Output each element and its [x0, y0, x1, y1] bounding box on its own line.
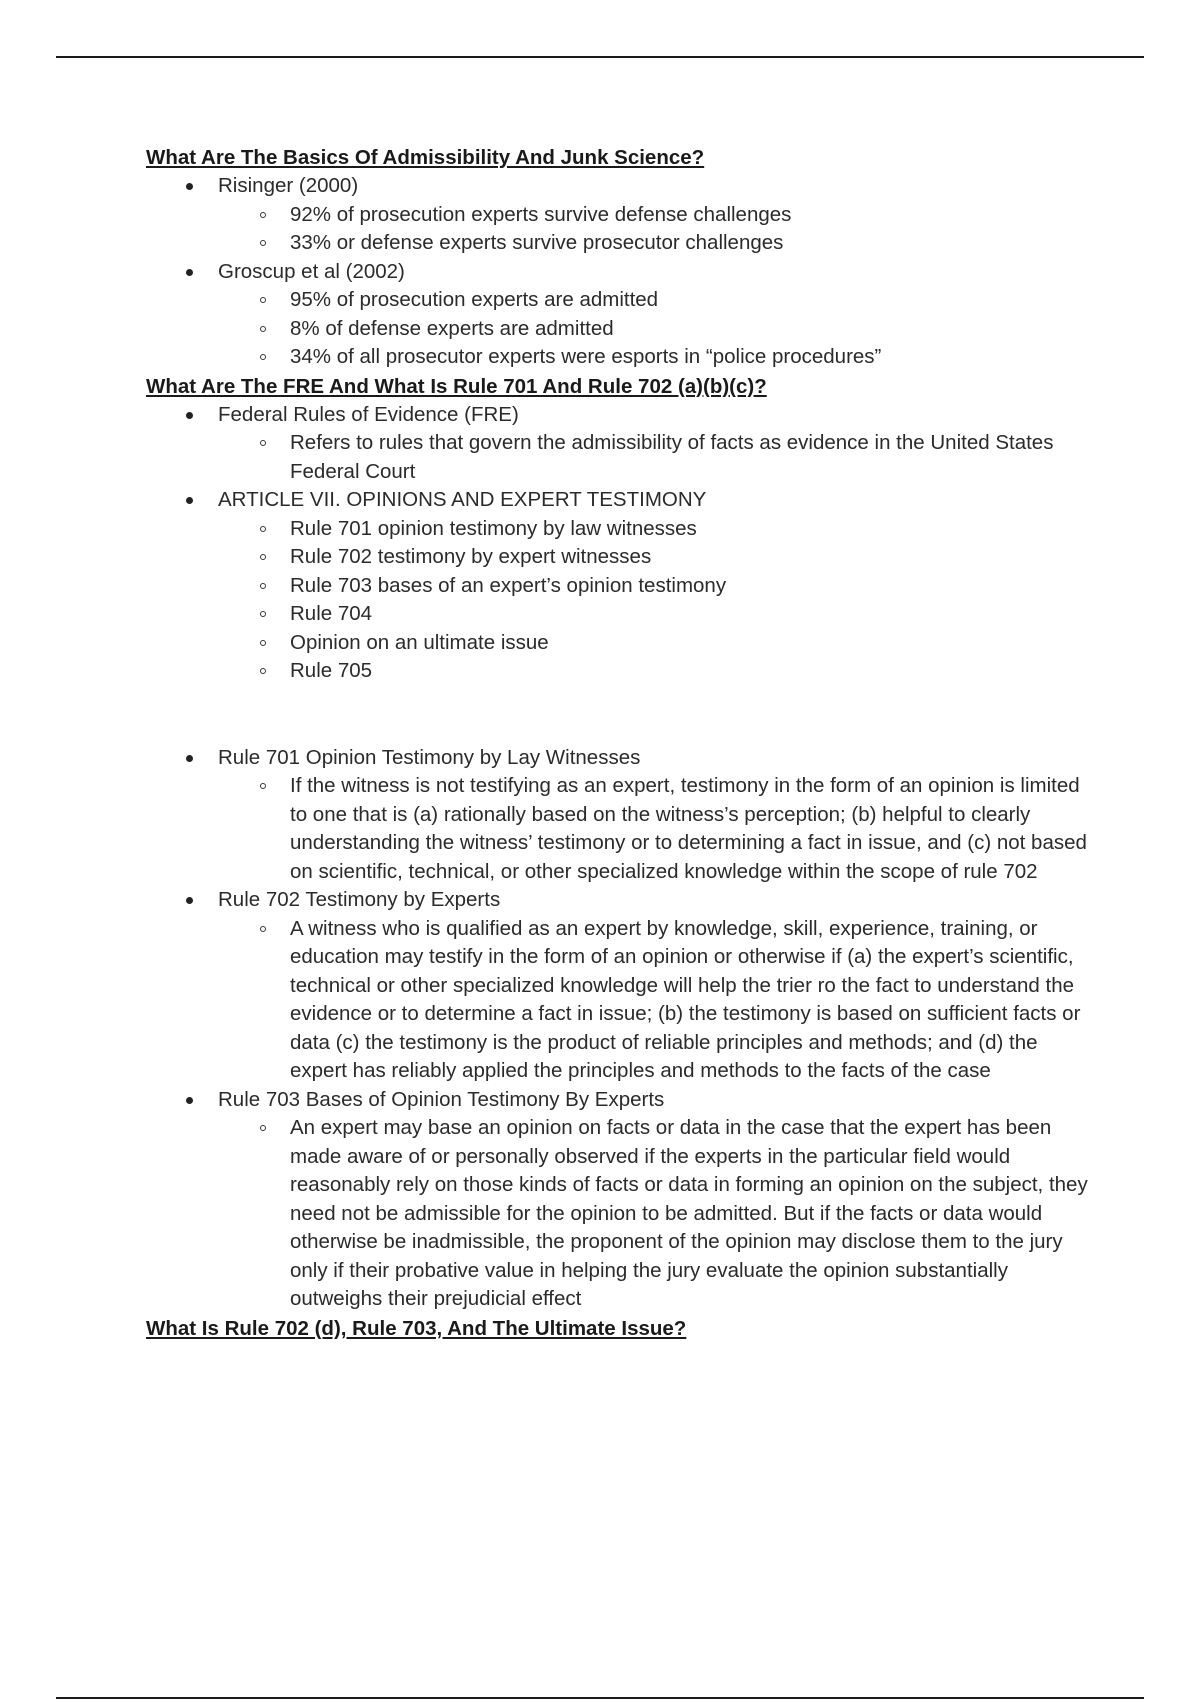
hollow-bullet-icon: [260, 611, 266, 617]
bullet-icon: [186, 1097, 193, 1104]
list-item: [218, 886, 1096, 1086]
bullet-icon: [186, 897, 193, 904]
sub-list-item: 33% or defense experts survive prosecutor challenges: [290, 229, 1096, 258]
sub-list-item: Refers to rules that govern the admissibility of facts as evidence in the United States Federal Court: [290, 429, 1096, 486]
document-body: [146, 143, 1096, 1343]
hollow-bullet-icon: [260, 554, 266, 560]
hollow-bullet-icon: [260, 240, 266, 246]
list-item: [218, 1086, 1096, 1314]
hollow-bullet-icon: [260, 297, 266, 303]
sub-list-item: A witness who is qualified as an expert by knowledge, skill, experience, training, or education may testify in the form of an opinion or otherwise if (a) the expert’s scientific, technical or other specialized knowledge will help the trier ro the fact to understand the evidence or to determine a fact in issue; (b) the testimony is based on sufficient facts or data (c) the testimony is the product of reliable principles and methods; and (d) the expert has reliably applied the principles and methods to the facts of the case: [290, 915, 1096, 1086]
sub-list-item: Rule 701 opinion testimony by law witnesses: [290, 515, 1096, 544]
list-item: [218, 401, 1096, 487]
sub-list-item: 34% of all prosecutor experts were esports in “police procedures”: [290, 343, 1096, 372]
sub-list: [218, 1114, 1096, 1314]
hollow-bullet-icon: [260, 1125, 266, 1131]
list-item-text: ARTICLE VII. OPINIONS AND EXPERT TESTIMONY: [218, 488, 707, 511]
sub-list-item: 92% of prosecution experts survive defense challenges: [290, 201, 1096, 230]
sub-list-item: 95% of prosecution experts are admitted: [290, 286, 1096, 315]
bullet-icon: [186, 269, 193, 276]
list-item-text: Rule 702 Testimony by Experts: [218, 888, 501, 911]
list-item-text: Rule 703 Bases of Opinion Testimony By Experts: [218, 1087, 665, 1111]
hollow-bullet-icon: [260, 212, 266, 218]
list-item: [218, 744, 1096, 887]
sub-list-item: Rule 702 testimony by expert witnesses: [290, 543, 1096, 572]
sub-list-item: 8% of defense experts are admitted: [290, 315, 1096, 344]
sub-list: [218, 772, 1096, 886]
top-divider: [56, 56, 1144, 58]
hollow-bullet-icon: [260, 640, 266, 646]
bullet-icon: [186, 183, 193, 190]
bullet-icon: [186, 755, 193, 762]
hollow-bullet-icon: [260, 440, 266, 446]
section-heading: What Are The FRE And What Is Rule 701 And Rule 702 (a)(b)(c)?: [146, 374, 767, 398]
hollow-bullet-icon: [260, 354, 266, 360]
hollow-bullet-icon: [260, 926, 266, 932]
hollow-bullet-icon: [260, 668, 266, 674]
sub-list: [218, 915, 1096, 1086]
sub-list-item: If the witness is not testifying as an expert, testimony in the form of an opinion is limited to one that is (a) rationally based on the witness’s perception; (b) helpful to clearly understanding the witness’ testimony or to determining a fact in issue, and (c) not based on scientific, technical, or other specialized knowledge within the scope of rule 702: [290, 772, 1096, 886]
list-item-text: Groscup et al (2002): [218, 259, 405, 283]
bullet-list: [146, 401, 1096, 686]
sub-list-item: Rule 703 bases of an expert’s opinion testimony: [290, 572, 1096, 601]
sub-list-item: Rule 705: [290, 657, 1096, 686]
hollow-bullet-icon: [260, 583, 266, 589]
list-item-text: Risinger (2000): [218, 174, 359, 197]
list-item: [218, 486, 1096, 686]
sub-list-item: Rule 704: [290, 600, 1096, 629]
sub-list-item: Opinion on an ultimate issue: [290, 629, 1096, 658]
section-heading: What Is Rule 702 (d), Rule 703, And The Ultimate Issue?: [146, 1316, 687, 1340]
hollow-bullet-icon: [260, 783, 266, 789]
bullet-icon: [186, 412, 193, 419]
bottom-divider: [56, 1697, 1144, 1699]
sub-list-item: An expert may base an opinion on facts or data in the case that the expert has been made aware of or personally observed if the experts in the particular field would reasonably rely on those kinds of facts or data in forming an opinion on the subject, they need not be admissible for the opinion to be admitted. But if the facts or data would otherwise be inadmissible, the proponent of the opinion may disclose them to the jury only if their probative value in helping the jury evaluate the opinion substantially outweighs their prejudicial effect: [290, 1114, 1096, 1314]
list-item-text: Federal Rules of Evidence (FRE): [218, 402, 519, 426]
sub-list: [218, 515, 1096, 686]
sub-list: [218, 286, 1096, 372]
list-item: [218, 172, 1096, 258]
bullet-list: [146, 172, 1096, 372]
blank-space: [146, 686, 1096, 744]
bullet-icon: [186, 497, 193, 504]
bullet-list: [146, 744, 1096, 1314]
list-item-text: Rule 701 Opinion Testimony by Lay Witnesses: [218, 745, 641, 769]
section-heading: What Are The Basics Of Admissibility And Junk Science?: [146, 146, 705, 169]
hollow-bullet-icon: [260, 526, 266, 532]
sub-list: [218, 201, 1096, 258]
hollow-bullet-icon: [260, 326, 266, 332]
sub-list: [218, 429, 1096, 486]
list-item: [218, 258, 1096, 372]
